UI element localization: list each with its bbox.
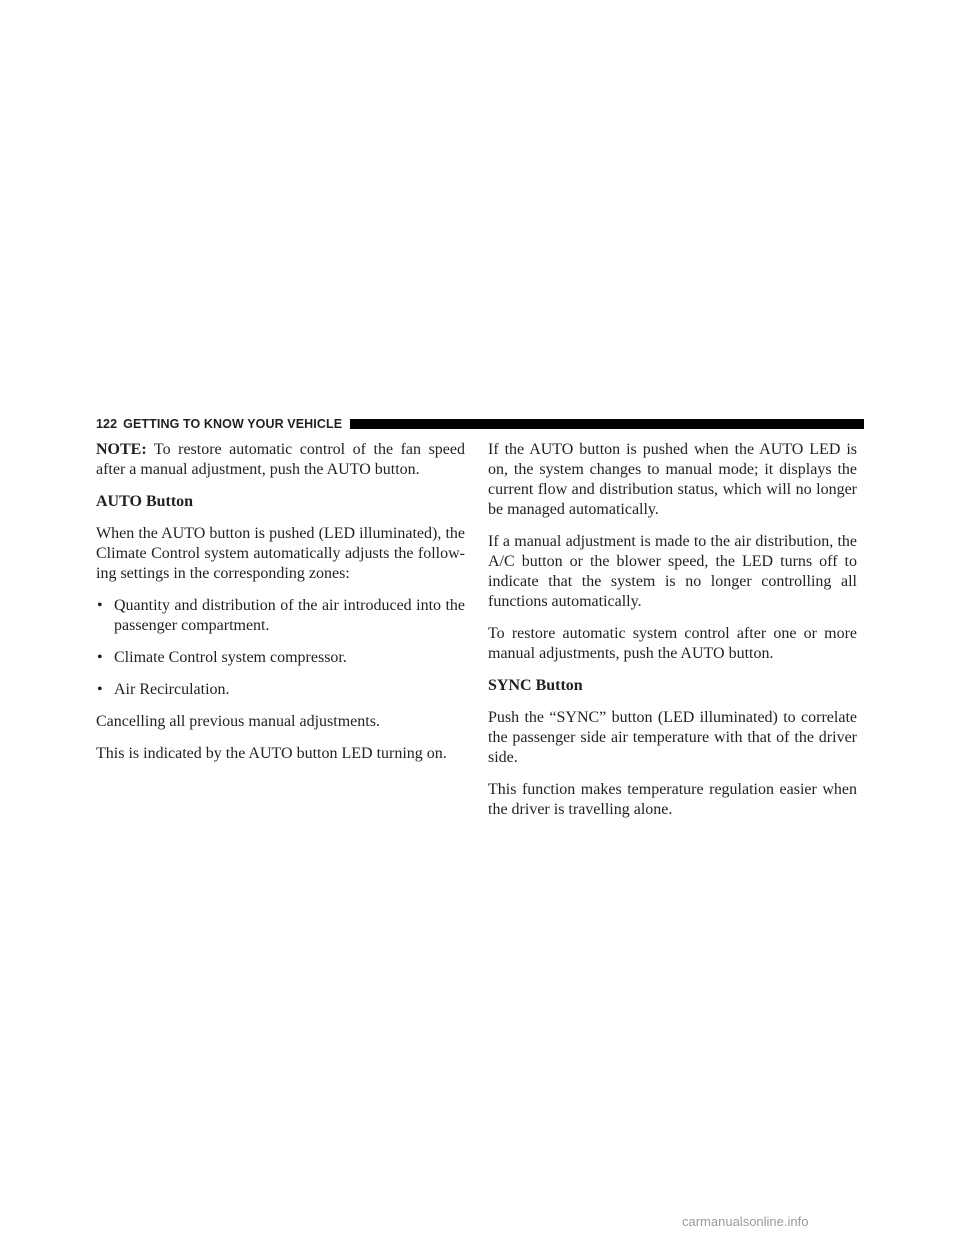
right-column (488, 440, 857, 832)
left-column (96, 440, 465, 776)
page-header (96, 417, 864, 431)
auto-manual-mode-paragraph: If the AUTO button is pushed when the AUTO LED is on, the system changes to manual mode; it displays the current flow and distribution status, which will no longer be managed automatically. (488, 441, 857, 518)
list-item (96, 680, 465, 700)
list-item-text: Climate Control system compressor. (114, 649, 347, 666)
page-number: 122 (96, 417, 118, 431)
list-item-text: Air Recirculation. (114, 681, 230, 698)
list-item (96, 648, 465, 668)
list-item-text: Quantity and distribution of the air introduced into the passenger compartment. (114, 597, 465, 634)
list-item (96, 596, 465, 636)
cancelling-paragraph: Cancelling all previous manual adjustments. (96, 713, 380, 730)
section-title: GETTING TO KNOW YOUR VEHICLE (123, 417, 343, 431)
sync-paragraph: Push the “SYNC” button (LED illuminated) to correlate the passenger side air temperature with that of the driver side. (488, 709, 857, 766)
note-text: To restore automatic control of the fan speed after a manual adjustment, push the AUTO button. (96, 441, 465, 478)
bullet-icon: • (97, 649, 103, 666)
auto-intro-paragraph: When the AUTO button is pushed (LED illuminated), the Climate Control system automatically adjusts the follow-ing settings in the corresponding zones: (96, 525, 465, 582)
bullet-icon: • (97, 681, 103, 698)
sync-button-heading: SYNC Button (488, 677, 583, 694)
header-rule (350, 419, 864, 429)
note-paragraph (96, 440, 465, 480)
indicated-paragraph: This is indicated by the AUTO button LED turning on. (96, 745, 447, 762)
auto-button-heading: AUTO Button (96, 493, 194, 510)
bullet-icon: • (97, 597, 103, 614)
watermark: carmanualsonline.info (682, 1214, 809, 1229)
auto-settings-list (96, 596, 465, 700)
restore-control-paragraph: To restore automatic system control after one or more manual adjustments, push the AUTO button. (488, 625, 857, 662)
note-label: NOTE: (96, 441, 147, 458)
sync-function-paragraph: This function makes temperature regulation easier when the driver is travelling alone. (488, 781, 857, 818)
manual-adjustment-paragraph: If a manual adjustment is made to the air distribution, the A/C button or the blower speed, the LED turns off to indicate that the system is no longer controlling all functions automatically. (488, 533, 857, 610)
